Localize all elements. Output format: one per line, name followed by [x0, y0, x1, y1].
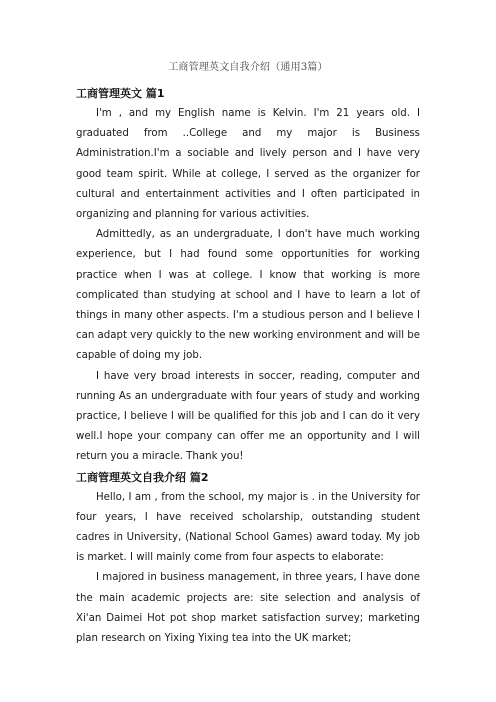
document-body	[76, 84, 420, 649]
paragraph: Hello, I am , from the school, my major is . in the University for four years, I have received scholarship, outstanding student cadres in University, (National School Games) award today. My job is market. I will mainly come from four aspects to elaborate:	[76, 491, 420, 564]
paragraph: Admittedly, as an undergraduate, I don't have much working experience, but I had found some opportunities for working practice when I was at college. I know that working is more complicated than studying at school and I have to learn a lot of things in many other aspects. I'm a studious person and I believe I can adapt very quickly to the new working environment and will be capable of doing my job.	[76, 229, 420, 362]
paragraph: I have very broad interests in soccer, reading, computer and running As an undergraduate with four years of study and working practice, I believe I will be qualified for this job and I can do it very well.I hope your company can offer me an opportunity and I will return you a miracle. Thank you!	[76, 370, 420, 463]
paragraph: I majored in business management, in three years, I have done the main academic projects are: site selection and analysis of Xi'an Daimei Hot pot shop market satisfaction survey; marketing plan research on Yixing Yixing tea into the UK market;	[76, 572, 420, 645]
document-title: 工商管理英文自我介绍（通用3篇）	[168, 62, 328, 73]
section-heading-1: 工商管理英文 篇1	[76, 87, 165, 100]
paragraph: I'm , and my English name is Kelvin. I'm 21 years old. I graduated from ..College and my major is Business Administration.I'm a sociable and lively person and I have very good team spirit. While at college, I served as the organizer for cultural and entertainment activities and I often participated in organizing and planning for various activities.	[76, 108, 420, 221]
section-heading-2: 工商管理英文自我介绍 篇2	[76, 470, 209, 484]
